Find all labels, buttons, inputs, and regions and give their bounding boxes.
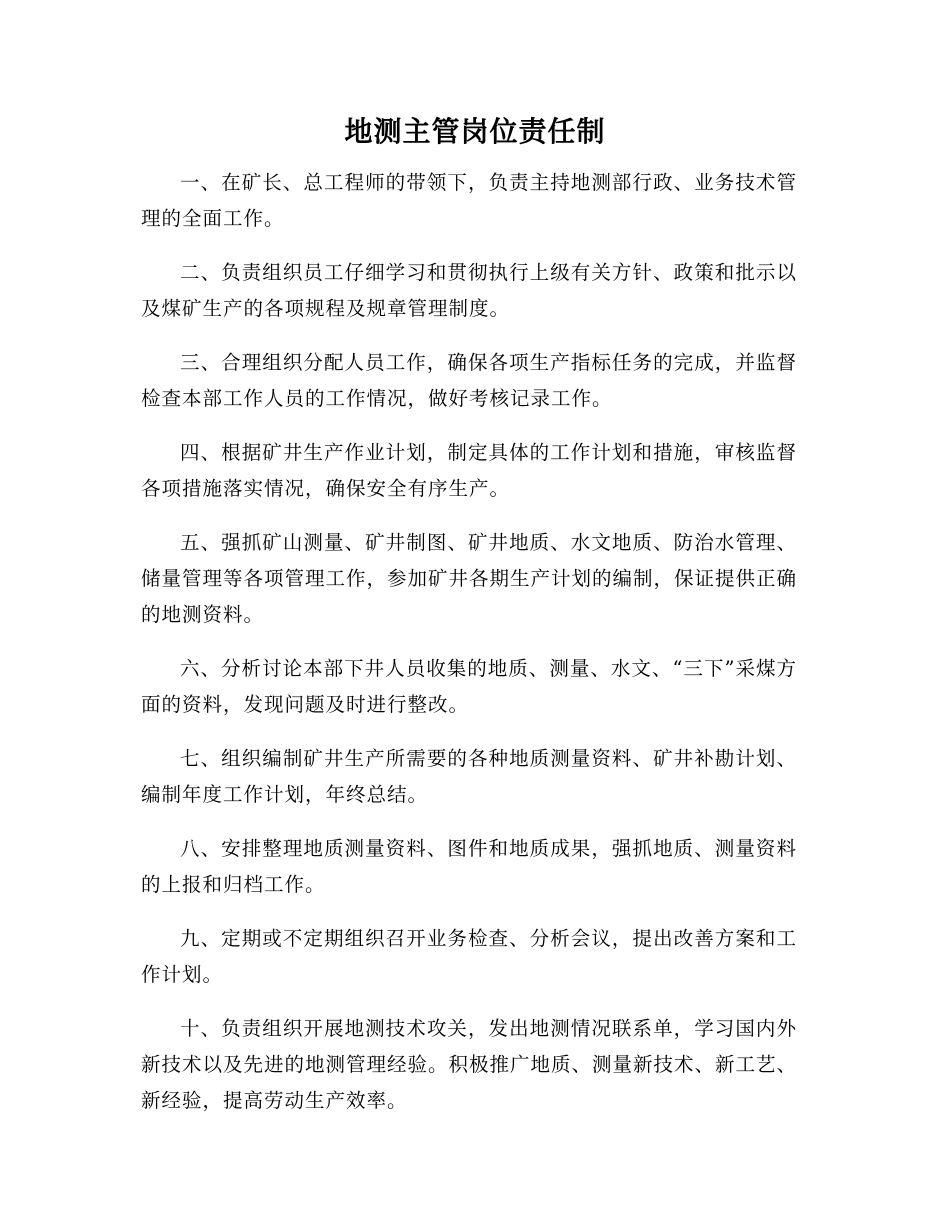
document-title: 地测主管岗位责任制 (344, 115, 606, 148)
paragraph-4: 四、根据矿井生产作业计划，制定具体的工作计划和措施，审核监督各项措施落实情况，确保安全有序生产。 (141, 441, 797, 500)
paragraph-2: 二、负责组织员工仔细学习和贯彻执行上级有关方针、政策和批示以及煤矿生产的各项规程及规章管理制度。 (141, 261, 797, 320)
paragraph-9: 九、定期或不定期组织召开业务检查、分析会议，提出改善方案和工作计划。 (141, 927, 797, 986)
paragraph-1: 一、在矿长、总工程师的带领下，负责主持地测部行政、业务技术管理的全面工作。 (141, 171, 797, 230)
paragraph-3: 三、合理组织分配人员工作，确保各项生产指标任务的完成，并监督检查本部工作人员的工作情况，做好考核记录工作。 (141, 351, 797, 410)
paragraph-10: 十、负责组织开展地测技术攻关，发出地测情况联系单，学习国内外新技术以及先进的地测管理经验。积极推广地质、测量新技术、新工艺、新经验，提高劳动生产效率。 (141, 1017, 798, 1112)
paragraph-6: 六、分析讨论本部下井人员收集的地质、测量、水文、“三下”采煤方面的资料，发现问题及时进行整改。 (141, 657, 797, 716)
document-body (141, 165, 797, 1137)
paragraph-7: 七、组织编制矿井生产所需要的各种地质测量资料、矿井补勘计划、编制年度工作计划，年终总结。 (141, 747, 797, 806)
paragraph-5: 五、强抓矿山测量、矿井制图、矿井地质、水文地质、防治水管理、储量管理等各项管理工作，参加矿井各期生产计划的编制，保证提供正确的地测资料。 (141, 531, 798, 626)
paragraph-8: 八、安排整理地质测量资料、图件和地质成果，强抓地质、测量资料的上报和归档工作。 (141, 837, 797, 896)
